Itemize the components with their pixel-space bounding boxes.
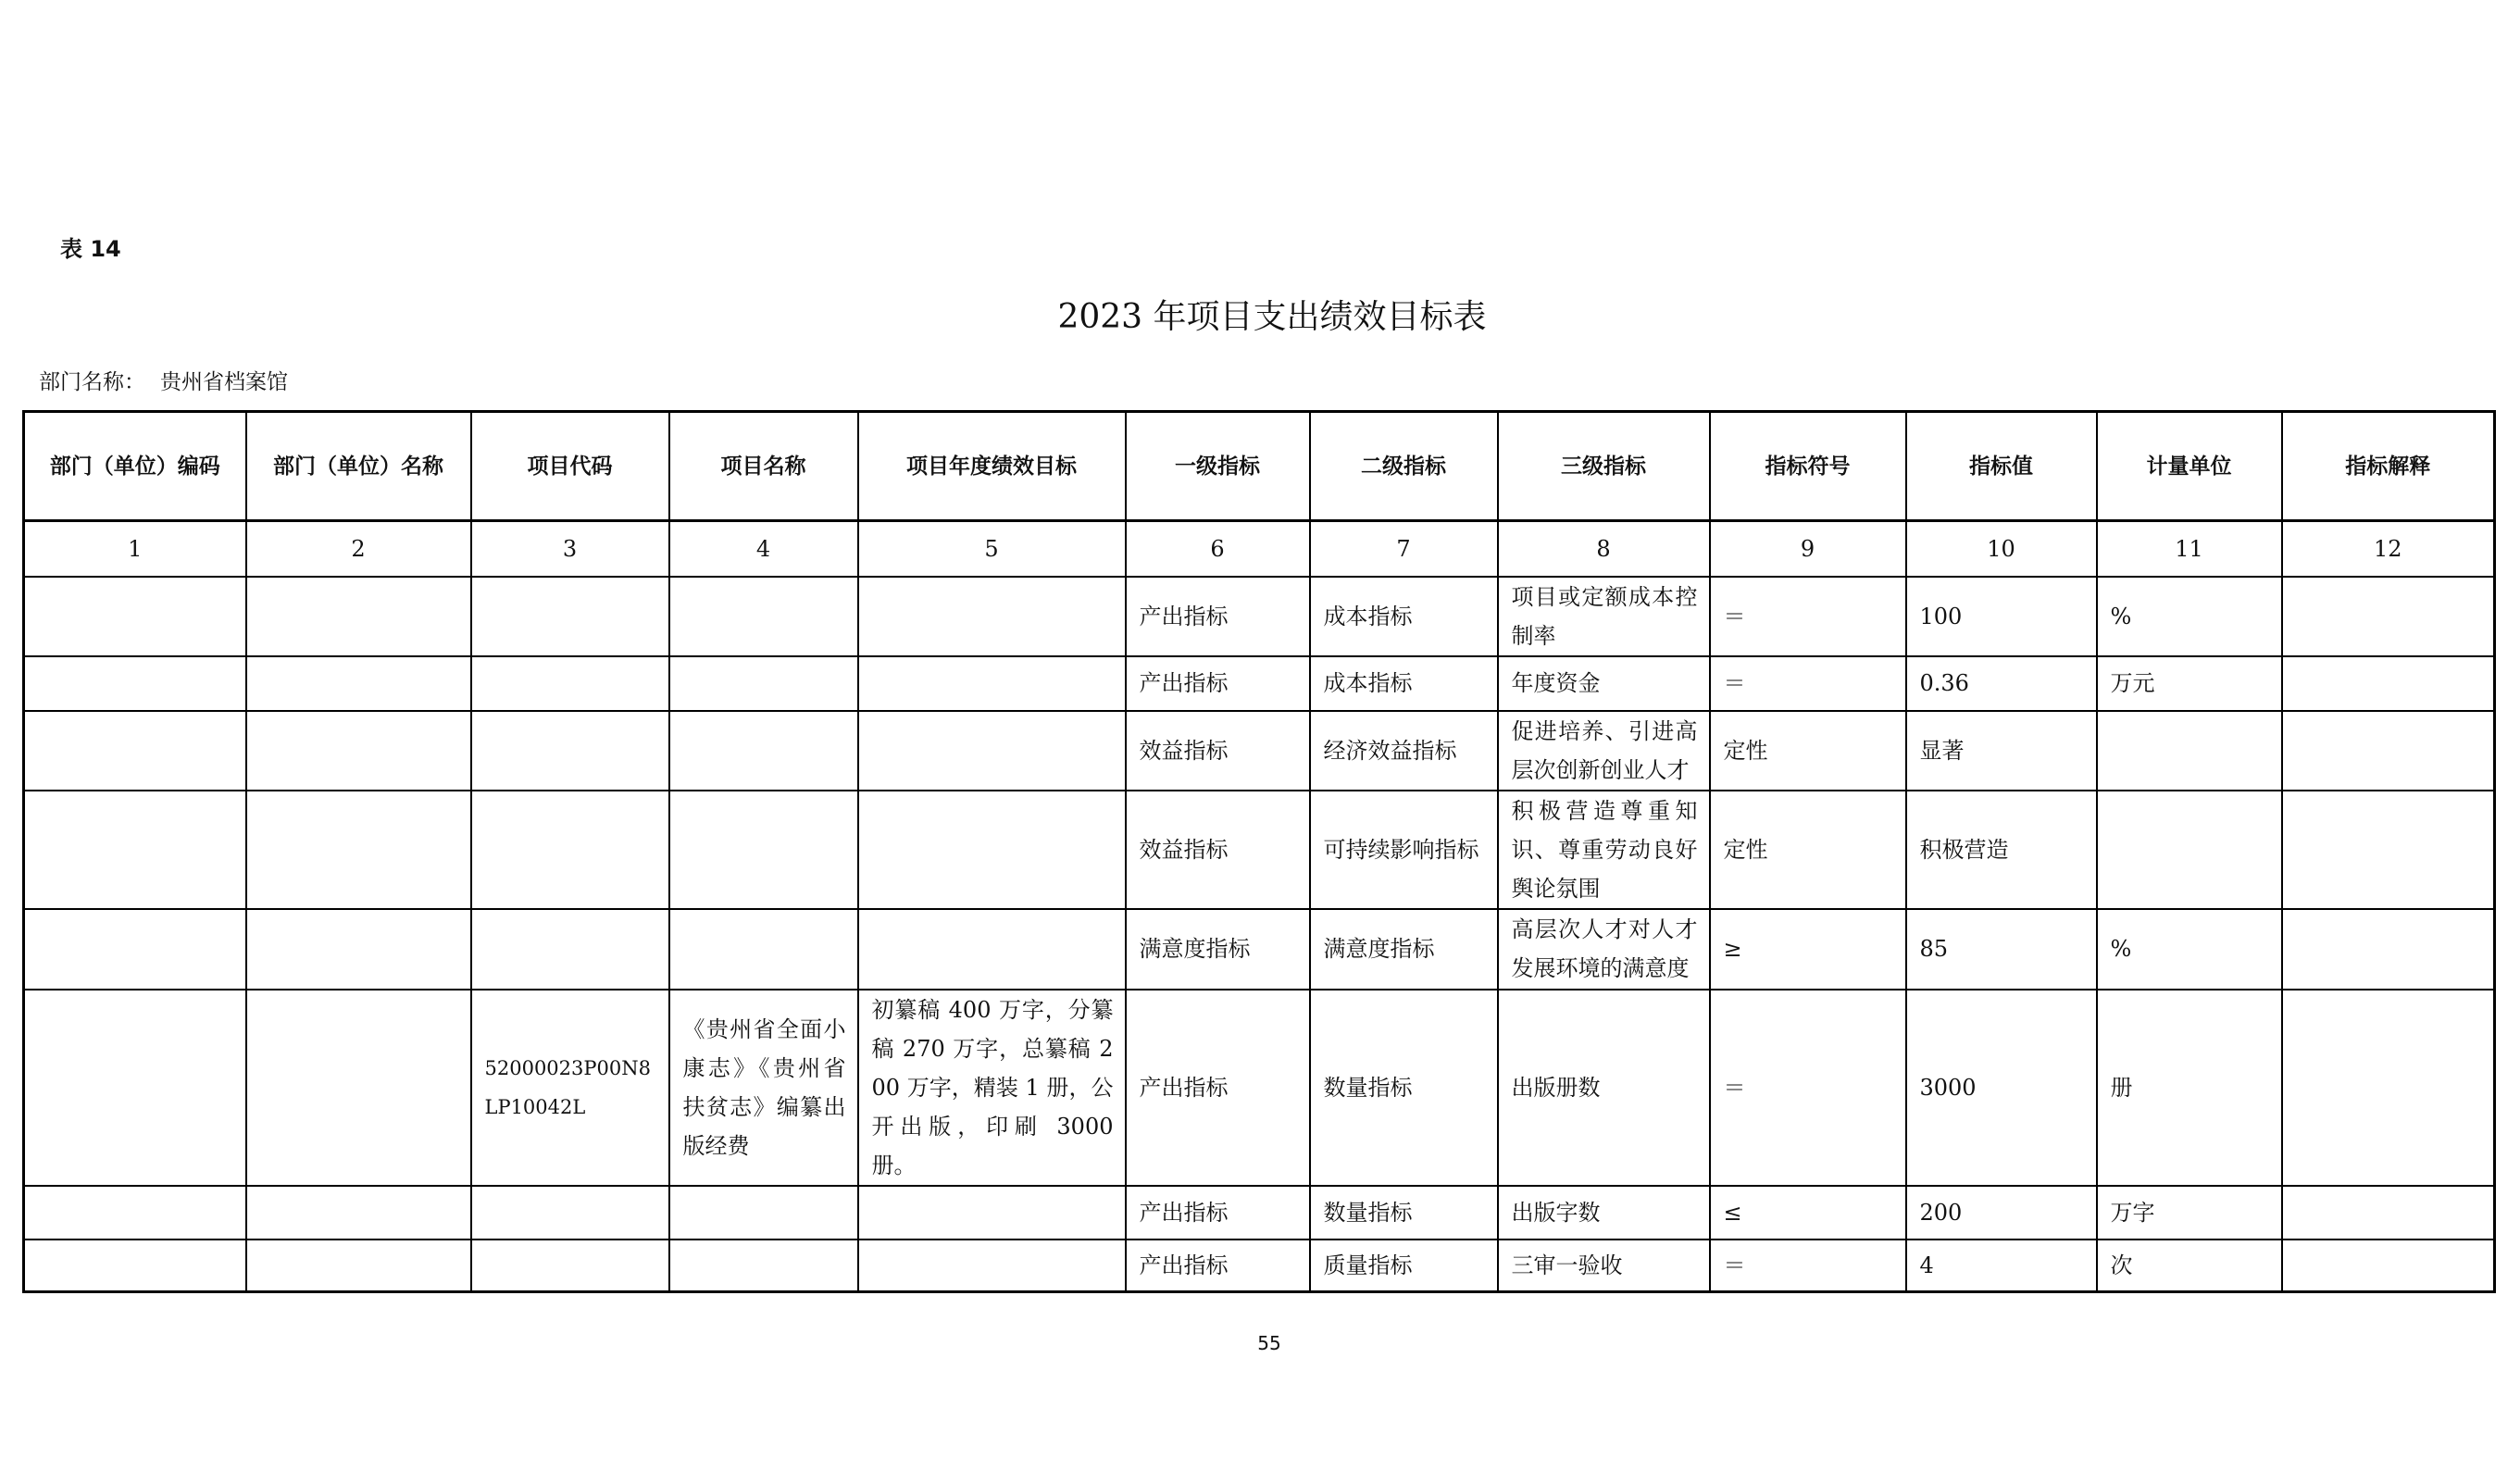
project-name-cell [669, 791, 858, 909]
unit-cell: % [2097, 909, 2282, 990]
level3-indicator-cell: 积极营造尊重知识、尊重劳动良好舆论氛围 [1498, 791, 1710, 909]
table-row [24, 1240, 2495, 1292]
column-number: 9 [1710, 521, 1906, 577]
table-row [24, 1186, 2495, 1240]
table-row [24, 656, 2495, 711]
explanation-cell [2282, 656, 2495, 711]
project-code-cell [471, 909, 669, 990]
indicator-symbol-cell: ＝ [1710, 1240, 1906, 1292]
project-name-cell [669, 577, 858, 656]
indicator-symbol-cell: ≥ [1710, 909, 1906, 990]
indicator-symbol-cell: ＝ [1710, 990, 1906, 1186]
dept-code-cell [24, 577, 246, 656]
level1-indicator-cell: 产出指标 [1126, 1240, 1310, 1292]
table-row [24, 791, 2495, 909]
level1-indicator-cell: 产出指标 [1126, 990, 1310, 1186]
column-number: 11 [2097, 521, 2282, 577]
table-row [24, 990, 2495, 1186]
column-number: 1 [24, 521, 246, 577]
dept-name-cell [246, 990, 471, 1186]
annual-goal-cell [858, 791, 1126, 909]
level1-indicator-cell: 产出指标 [1126, 656, 1310, 711]
annual-goal-cell [858, 711, 1126, 791]
column-number: 4 [669, 521, 858, 577]
project-name-cell [669, 711, 858, 791]
level3-indicator-cell: 年度资金 [1498, 656, 1710, 711]
level2-indicator-cell: 经济效益指标 [1310, 711, 1498, 791]
project-code-cell [471, 791, 669, 909]
dept-name-cell [246, 909, 471, 990]
header-project-name: 项目名称 [669, 412, 858, 521]
dept-code-cell [24, 656, 246, 711]
project-code-cell [471, 1186, 669, 1240]
column-number: 7 [1310, 521, 1498, 577]
indicator-symbol-cell: ＝ [1710, 656, 1906, 711]
header-level2-indicator: 二级指标 [1310, 412, 1498, 521]
indicator-value-cell: 0.36 [1906, 656, 2097, 711]
project-name-cell [669, 909, 858, 990]
level3-indicator-cell: 促进培养、引进高层次创新创业人才 [1498, 711, 1710, 791]
header-indicator-symbol: 指标符号 [1710, 412, 1906, 521]
unit-cell [2097, 791, 2282, 909]
level2-indicator-cell: 成本指标 [1310, 656, 1498, 711]
table-row [24, 909, 2495, 990]
level1-indicator-cell: 满意度指标 [1126, 909, 1310, 990]
level3-indicator-cell: 出版字数 [1498, 1186, 1710, 1240]
dept-name-cell [246, 656, 471, 711]
annual-goal-cell [858, 577, 1126, 656]
indicator-symbol-cell: ＝ [1710, 577, 1906, 656]
header-indicator-value: 指标值 [1906, 412, 2097, 521]
dept-code-cell [24, 791, 246, 909]
column-number: 3 [471, 521, 669, 577]
level3-indicator-cell: 项目或定额成本控制率 [1498, 577, 1710, 656]
department-line [39, 368, 288, 396]
level2-indicator-cell: 质量指标 [1310, 1240, 1498, 1292]
project-code-cell [471, 711, 669, 791]
column-number: 8 [1498, 521, 1710, 577]
project-code-cell: 52000023P00N8LP10042L [471, 990, 669, 1186]
explanation-cell [2282, 1186, 2495, 1240]
level2-indicator-cell: 数量指标 [1310, 1186, 1498, 1240]
unit-cell: 次 [2097, 1240, 2282, 1292]
indicator-value-cell: 显著 [1906, 711, 2097, 791]
indicator-value-cell: 85 [1906, 909, 2097, 990]
level1-indicator-cell: 效益指标 [1126, 791, 1310, 909]
header-level3-indicator: 三级指标 [1498, 412, 1710, 521]
header-annual-goal: 项目年度绩效目标 [858, 412, 1126, 521]
indicator-value-cell: 积极营造 [1906, 791, 2097, 909]
column-number: 12 [2282, 521, 2495, 577]
project-code-cell [471, 656, 669, 711]
project-code-cell [471, 577, 669, 656]
project-code-cell [471, 1240, 669, 1292]
level2-indicator-cell: 满意度指标 [1310, 909, 1498, 990]
unit-cell: 万字 [2097, 1186, 2282, 1240]
project-name-cell [669, 1186, 858, 1240]
dept-code-cell [24, 909, 246, 990]
header-explanation: 指标解释 [2282, 412, 2495, 521]
dept-name-cell [246, 1186, 471, 1240]
level1-indicator-cell: 产出指标 [1126, 1186, 1310, 1240]
column-number: 2 [246, 521, 471, 577]
dept-code-cell [24, 1186, 246, 1240]
department-label: 部门名称： [39, 370, 145, 394]
header-dept-name: 部门（单位）名称 [246, 412, 471, 521]
column-number-row [24, 521, 2495, 577]
level2-indicator-cell: 可持续影响指标 [1310, 791, 1498, 909]
explanation-cell [2282, 711, 2495, 791]
department-value: 贵州省档案馆 [160, 370, 288, 394]
explanation-cell [2282, 791, 2495, 909]
page-number: 55 [1257, 1332, 1281, 1354]
level3-indicator-cell: 出版册数 [1498, 990, 1710, 1186]
unit-cell: 万元 [2097, 656, 2282, 711]
project-name-cell: 《贵州省全面小康志》《贵州省扶贫志》编纂出版经费 [669, 990, 858, 1186]
indicator-value-cell: 200 [1906, 1186, 2097, 1240]
dept-code-cell [24, 711, 246, 791]
unit-cell [2097, 711, 2282, 791]
indicator-symbol-cell: 定性 [1710, 711, 1906, 791]
table-row [24, 711, 2495, 791]
table-row [24, 577, 2495, 656]
performance-target-table [22, 410, 2496, 1293]
level2-indicator-cell: 数量指标 [1310, 990, 1498, 1186]
table-label: 表 14 [60, 236, 121, 262]
indicator-value-cell: 3000 [1906, 990, 2097, 1186]
table-header-row [24, 412, 2495, 521]
dept-code-cell [24, 1240, 246, 1292]
level3-indicator-cell: 三审一验收 [1498, 1240, 1710, 1292]
level3-indicator-cell: 高层次人才对人才发展环境的满意度 [1498, 909, 1710, 990]
explanation-cell [2282, 909, 2495, 990]
explanation-cell [2282, 990, 2495, 1186]
unit-cell: 册 [2097, 990, 2282, 1186]
header-unit: 计量单位 [2097, 412, 2282, 521]
annual-goal-cell [858, 1240, 1126, 1292]
indicator-value-cell: 4 [1906, 1240, 2097, 1292]
page-title: 2023 年项目支出绩效目标表 [1057, 298, 1487, 336]
dept-name-cell [246, 791, 471, 909]
dept-name-cell [246, 711, 471, 791]
annual-goal-cell: 初纂稿 400 万字，分纂稿 270 万字，总纂稿 200 万字，精装 1 册，公开出版，印刷 3000 册。 [858, 990, 1126, 1186]
explanation-cell [2282, 1240, 2495, 1292]
dept-name-cell [246, 577, 471, 656]
column-number: 6 [1126, 521, 1310, 577]
project-name-cell [669, 1240, 858, 1292]
indicator-symbol-cell: ≤ [1710, 1186, 1906, 1240]
annual-goal-cell [858, 656, 1126, 711]
annual-goal-cell [858, 909, 1126, 990]
column-number: 5 [858, 521, 1126, 577]
project-name-cell [669, 656, 858, 711]
annual-goal-cell [858, 1186, 1126, 1240]
dept-name-cell [246, 1240, 471, 1292]
level1-indicator-cell: 效益指标 [1126, 711, 1310, 791]
header-level1-indicator: 一级指标 [1126, 412, 1310, 521]
indicator-value-cell: 100 [1906, 577, 2097, 656]
dept-code-cell [24, 990, 246, 1186]
header-project-code: 项目代码 [471, 412, 669, 521]
level2-indicator-cell: 成本指标 [1310, 577, 1498, 656]
column-number: 10 [1906, 521, 2097, 577]
indicator-symbol-cell: 定性 [1710, 791, 1906, 909]
level1-indicator-cell: 产出指标 [1126, 577, 1310, 656]
header-dept-code: 部门（单位）编码 [24, 412, 246, 521]
unit-cell: % [2097, 577, 2282, 656]
explanation-cell [2282, 577, 2495, 656]
